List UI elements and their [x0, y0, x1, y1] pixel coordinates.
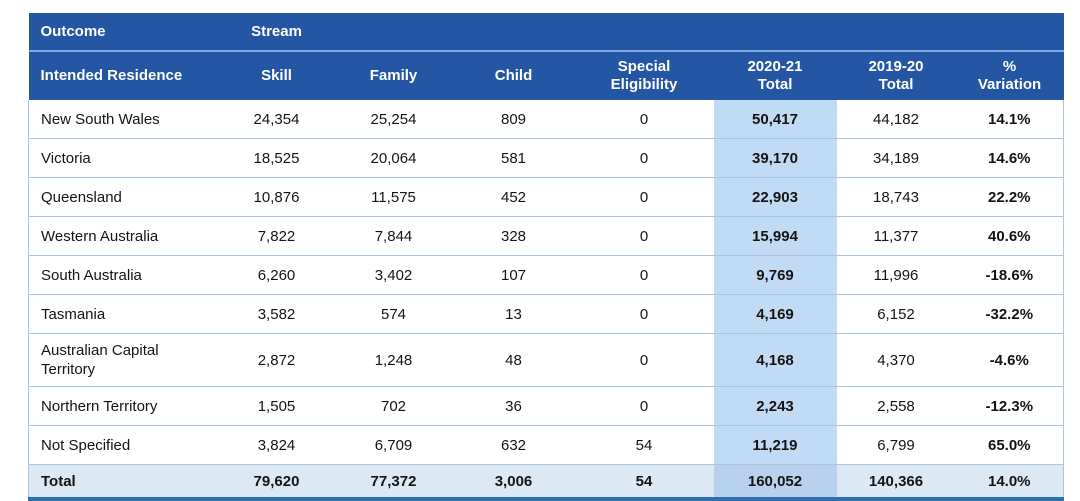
- cell-2019-20-total: 18,743: [837, 178, 956, 217]
- cell-skill: 2,872: [219, 334, 335, 387]
- cell-special-eligibility: 54: [575, 465, 714, 500]
- cell-percent-variation: -18.6%: [956, 256, 1064, 295]
- outcome-group-header: Outcome: [29, 13, 219, 51]
- cell-percent-variation: -32.2%: [956, 295, 1064, 334]
- stream-group-header: Stream: [219, 13, 335, 51]
- cell-family: 77,372: [335, 465, 453, 500]
- cell-residence: Australian Capital Territory: [29, 334, 219, 387]
- cell-child: 107: [453, 256, 575, 295]
- cell-special-eligibility: 0: [575, 178, 714, 217]
- cell-percent-variation: 22.2%: [956, 178, 1064, 217]
- cell-special-eligibility: 0: [575, 100, 714, 139]
- cell-child: 36: [453, 387, 575, 426]
- cell-family: 6,709: [335, 426, 453, 465]
- cell-child: 328: [453, 217, 575, 256]
- cell-skill: 1,505: [219, 387, 335, 426]
- cell-child: 581: [453, 139, 575, 178]
- cell-residence: Queensland: [29, 178, 219, 217]
- column-header-special-eligibility: Special Eligibility: [575, 51, 714, 100]
- cell-2020-21-total: 9,769: [714, 256, 837, 295]
- cell-special-eligibility: 0: [575, 295, 714, 334]
- cell-residence: Western Australia: [29, 217, 219, 256]
- cell-skill: 10,876: [219, 178, 335, 217]
- cell-skill: 3,582: [219, 295, 335, 334]
- cell-2020-21-total: 39,170: [714, 139, 837, 178]
- header-group-spacer: [335, 13, 1064, 51]
- cell-family: 25,254: [335, 100, 453, 139]
- table-row-total: [29, 465, 1064, 500]
- cell-percent-variation: 65.0%: [956, 426, 1064, 465]
- cell-special-eligibility: 0: [575, 256, 714, 295]
- cell-special-eligibility: 0: [575, 334, 714, 387]
- cell-2020-21-total: 50,417: [714, 100, 837, 139]
- cell-child: 632: [453, 426, 575, 465]
- cell-special-eligibility: 0: [575, 387, 714, 426]
- table-row-tasmania: [29, 295, 1064, 334]
- cell-2019-20-total: 11,377: [837, 217, 956, 256]
- cell-child: 13: [453, 295, 575, 334]
- cell-2019-20-total: 6,152: [837, 295, 956, 334]
- column-header-2020-21-total: 2020-21 Total: [714, 51, 837, 100]
- cell-residence: Tasmania: [29, 295, 219, 334]
- cell-special-eligibility: 54: [575, 426, 714, 465]
- cell-skill: 6,260: [219, 256, 335, 295]
- cell-family: 7,844: [335, 217, 453, 256]
- cell-2020-21-total: 15,994: [714, 217, 837, 256]
- table-row-australian-capital-territory: [29, 334, 1064, 387]
- cell-family: 702: [335, 387, 453, 426]
- cell-residence: South Australia: [29, 256, 219, 295]
- table-row-south-australia: [29, 256, 1064, 295]
- migration-outcome-table: [28, 13, 1064, 501]
- cell-2019-20-total: 2,558: [837, 387, 956, 426]
- table-row-victoria: [29, 139, 1064, 178]
- cell-child: 809: [453, 100, 575, 139]
- cell-family: 3,402: [335, 256, 453, 295]
- table-row-northern-territory: [29, 387, 1064, 426]
- table-row-queensland: [29, 178, 1064, 217]
- cell-skill: 79,620: [219, 465, 335, 500]
- cell-percent-variation: 40.6%: [956, 217, 1064, 256]
- cell-2019-20-total: 44,182: [837, 100, 956, 139]
- cell-residence: Victoria: [29, 139, 219, 178]
- cell-family: 1,248: [335, 334, 453, 387]
- column-header-2019-20-total: 2019-20 Total: [837, 51, 956, 100]
- column-header-skill: Skill: [219, 51, 335, 100]
- cell-skill: 3,824: [219, 426, 335, 465]
- cell-percent-variation: -12.3%: [956, 387, 1064, 426]
- table-row-western-australia: [29, 217, 1064, 256]
- cell-skill: 7,822: [219, 217, 335, 256]
- table-row-new-south-wales: [29, 100, 1064, 139]
- cell-residence: Total: [29, 465, 219, 500]
- cell-child: 48: [453, 334, 575, 387]
- cell-skill: 18,525: [219, 139, 335, 178]
- cell-2019-20-total: 140,366: [837, 465, 956, 500]
- header-group-row: [29, 13, 1064, 51]
- cell-residence: New South Wales: [29, 100, 219, 139]
- cell-percent-variation: -4.6%: [956, 334, 1064, 387]
- cell-2020-21-total: 11,219: [714, 426, 837, 465]
- cell-special-eligibility: 0: [575, 139, 714, 178]
- cell-special-eligibility: 0: [575, 217, 714, 256]
- cell-family: 574: [335, 295, 453, 334]
- cell-2020-21-total: 2,243: [714, 387, 837, 426]
- cell-2019-20-total: 4,370: [837, 334, 956, 387]
- table-row-not-specified: [29, 426, 1064, 465]
- cell-percent-variation: 14.0%: [956, 465, 1064, 500]
- column-header-family: Family: [335, 51, 453, 100]
- column-header-intended-residence: Intended Residence: [29, 51, 219, 100]
- column-header-percent-variation: % Variation: [956, 51, 1064, 100]
- cell-2020-21-total: 4,168: [714, 334, 837, 387]
- cell-percent-variation: 14.6%: [956, 139, 1064, 178]
- cell-residence: Not Specified: [29, 426, 219, 465]
- cell-child: 452: [453, 178, 575, 217]
- cell-2019-20-total: 6,799: [837, 426, 956, 465]
- cell-2019-20-total: 11,996: [837, 256, 956, 295]
- column-header-child: Child: [453, 51, 575, 100]
- cell-child: 3,006: [453, 465, 575, 500]
- column-header-row: [29, 51, 1064, 100]
- migration-outcome-table-container: [28, 13, 1064, 501]
- cell-2020-21-total: 160,052: [714, 465, 837, 500]
- cell-residence: Northern Territory: [29, 387, 219, 426]
- cell-2020-21-total: 22,903: [714, 178, 837, 217]
- cell-2020-21-total: 4,169: [714, 295, 837, 334]
- cell-family: 20,064: [335, 139, 453, 178]
- cell-2019-20-total: 34,189: [837, 139, 956, 178]
- cell-family: 11,575: [335, 178, 453, 217]
- cell-skill: 24,354: [219, 100, 335, 139]
- cell-percent-variation: 14.1%: [956, 100, 1064, 139]
